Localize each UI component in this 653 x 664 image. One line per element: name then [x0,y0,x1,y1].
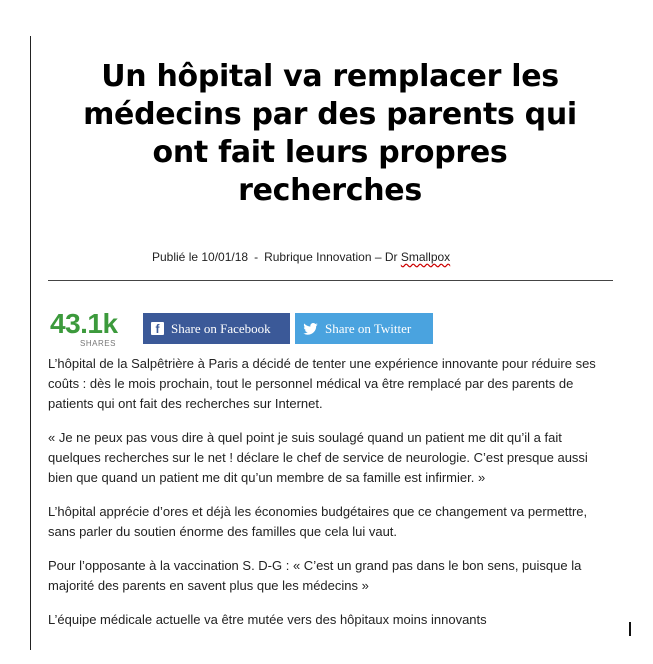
share-count: 43.1k [50,308,118,339]
share-counter [50,310,140,348]
left-margin-rule [30,36,31,650]
paragraph-1: L’hôpital de la Salpêtrière à Paris a décidé de tenter une expérience innovante pour réduire ses coûts : dès le mois prochain, tout le personnel médical va être remplacé par des parents de patients qui ont fait des recherches sur Internet. [48,356,596,411]
share-facebook-button[interactable] [143,313,290,344]
paragraph-3: L’hôpital apprécie d’ores et déjà les économies budgétaires que ce changement va permettre, sans parler du soutien énorme des familles que cela lui vaut. [48,504,588,539]
byline-author: Smallpox [400,250,451,264]
share-count-label: SHARES [80,339,116,348]
article-title: Un hôpital va remplacer les médecins par des parents qui ont fait leurs propres recherches [83,59,577,208]
share-facebook-label: Share on Facebook [171,320,271,336]
facebook-icon: f [151,322,164,335]
share-twitter-button[interactable] [295,313,433,344]
twitter-bird-icon [303,323,318,335]
paragraph-2: « Je ne peux pas vous dire à quel point je suis soulagé quand un patient me dit qu’il a fait quelques recherches sur le net ! déclare le chef de service de neurologie. C’est presque aussi bien que quand un patient me dit qu’un membre de sa famille est infirmier. » [48,430,588,485]
byline-separator: - [254,250,259,264]
byline-rubric: Rubrique Innovation – Dr [264,250,401,264]
header-divider [48,280,613,281]
text-cursor-mark [629,622,631,636]
published-date: Publié le 10/01/18 [152,250,249,264]
share-twitter-label: Share on Twitter [325,320,412,336]
article-body [48,354,608,644]
paragraph-4: Pour l’opposante à la vaccination S. D-G : « C’est un grand pas dans le bon sens, puisque la majorité des parents en savent plus que les médecins » [48,558,582,593]
article-byline [152,250,450,264]
paragraph-5: L’équipe médicale actuelle va être mutée vers des hôpitaux moins innovants [48,612,487,627]
